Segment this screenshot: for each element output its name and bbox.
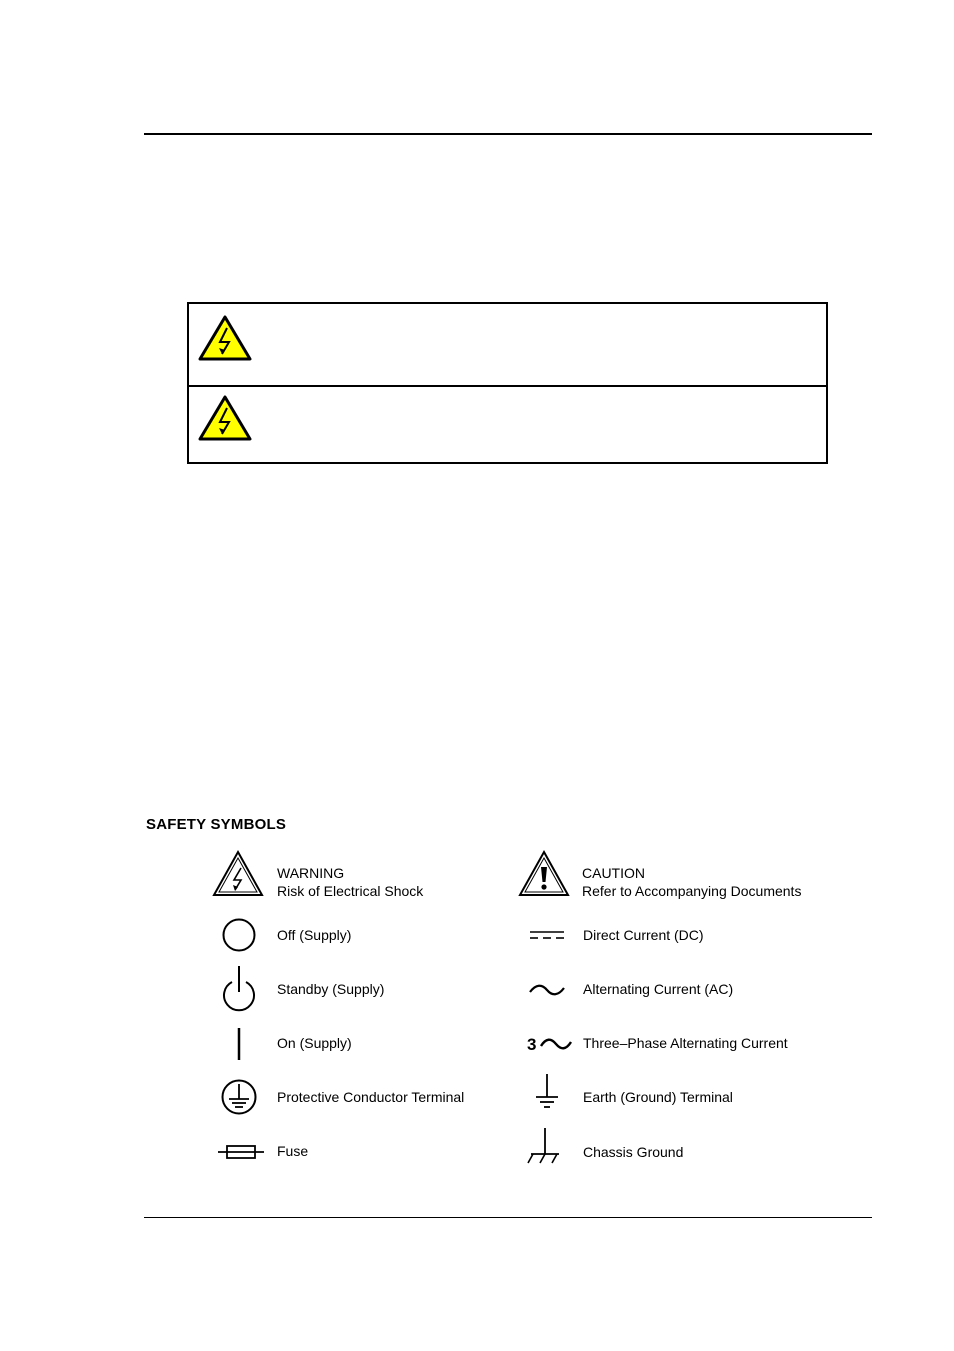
on-supply-label: On (Supply): [277, 1035, 352, 1051]
warning-row-1: [197, 314, 257, 364]
warning-label: Risk of Electrical Shock: [277, 883, 424, 899]
chassis-ground-label: Chassis Ground: [583, 1144, 684, 1160]
standby-supply-icon: [220, 964, 258, 1014]
off-supply-label: Off (Supply): [277, 927, 352, 943]
warning-box-divider: [189, 385, 826, 387]
fuse-icon: [217, 1142, 265, 1162]
warning-box: [187, 302, 828, 464]
direct-current-icon: [528, 928, 566, 942]
section-title: SAFETY SYMBOLS: [146, 816, 287, 833]
electrical-shock-warning-icon: [197, 394, 253, 442]
chassis-ground-icon: [525, 1126, 565, 1166]
alternating-current-label: Alternating Current (AC): [583, 981, 734, 997]
off-supply-icon: [221, 917, 257, 953]
electrical-shock-warning-icon: [211, 849, 265, 899]
warning-row-2: [197, 394, 257, 444]
three-phase-ac-icon: [539, 1036, 573, 1052]
caution-label: Refer to Accompanying Documents: [582, 883, 802, 899]
footer-rule: [144, 1217, 872, 1218]
three-phase-glyph: 3: [527, 1035, 537, 1054]
electrical-shock-warning-icon: [197, 314, 253, 362]
direct-current-label: Direct Current (DC): [583, 927, 704, 943]
caution-title: CAUTION: [582, 865, 645, 881]
protective-conductor-icon: [220, 1078, 258, 1116]
earth-ground-label: Earth (Ground) Terminal: [583, 1089, 733, 1105]
alternating-current-icon: [528, 982, 566, 998]
warning-title: WARNING: [277, 865, 345, 881]
caution-icon: [517, 849, 571, 899]
protective-conductor-label: Protective Conductor Terminal: [277, 1089, 465, 1105]
header-rule: [144, 133, 872, 135]
standby-supply-label: Standby (Supply): [277, 981, 385, 997]
fuse-label: Fuse: [277, 1143, 309, 1159]
on-supply-icon: [233, 1026, 245, 1062]
earth-ground-icon: [532, 1072, 562, 1112]
three-phase-label: Three–Phase Alternating Current: [583, 1035, 788, 1051]
